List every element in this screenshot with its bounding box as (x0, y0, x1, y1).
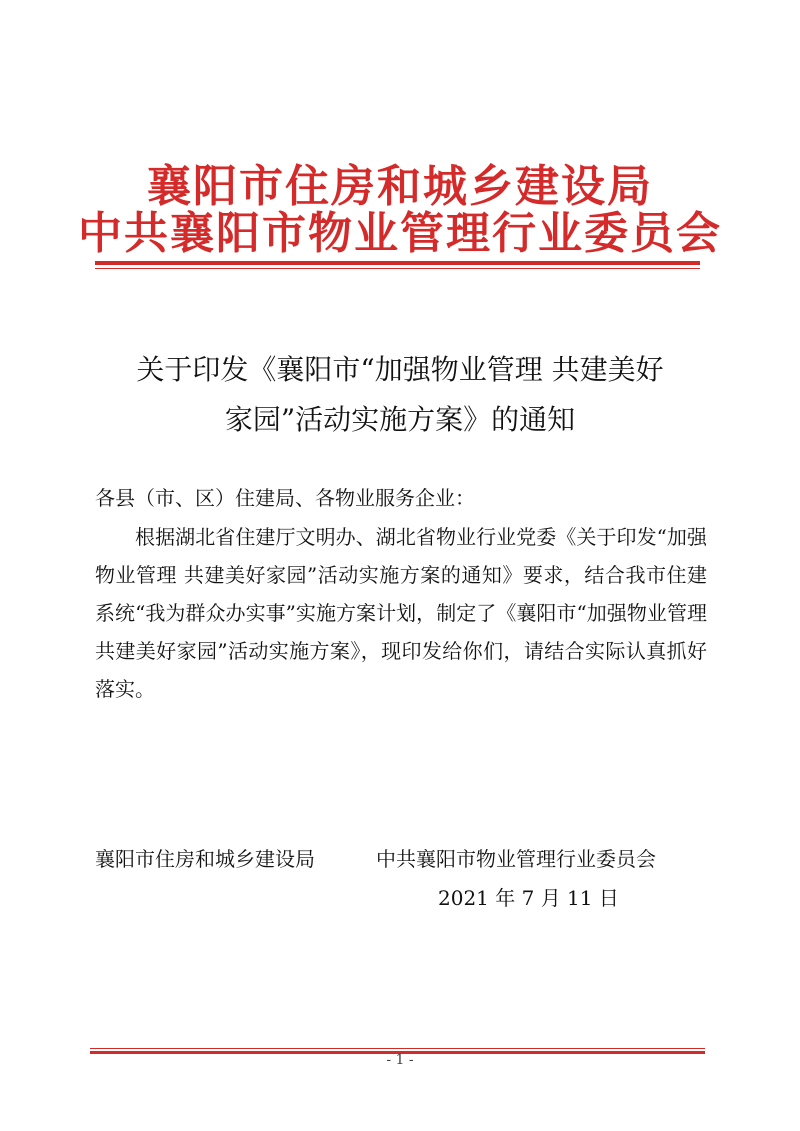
document-title-line-1: 关于印发《襄阳市“加强物业管理 共建美好 (136, 353, 664, 386)
signature-issuer-2: 中共襄阳市物业管理行业委员会 (376, 847, 656, 871)
salutation: 各县（市、区）住建局、各物业服务企业： (95, 486, 475, 510)
body-paragraph: 根据湖北省住建厅文明办、湖北省物业行业党委《关于印发“加强物业管理 共建美好家园”活动实施方案的通知》要求，结合我市住建系统“我为群众办实事”实施方案计划，制定了《襄阳市“加强物业管理 共建美好家园”活动实施方案》，现印发给你们，请结合实际认真抓好落实。 (95, 525, 707, 701)
letterhead-issuer-1: 襄阳市住房和城乡建设局 (147, 161, 653, 212)
footer-red-rule-thin (90, 1048, 705, 1049)
letterhead-issuer-2: 中共襄阳市物业管理行业委员会 (78, 208, 722, 259)
document-title-line-2: 家园”活动实施方案》的通知 (224, 403, 576, 436)
letterhead-red-rule-thick (95, 261, 700, 265)
signature-issuer-1: 襄阳市住房和城乡建设局 (95, 847, 315, 871)
document-title (0, 345, 800, 445)
letterhead-red-rule-thin (95, 268, 700, 269)
page-number: - 1 - (386, 1052, 414, 1068)
signature-date: 2021 年 7 月 11 日 (438, 886, 619, 910)
